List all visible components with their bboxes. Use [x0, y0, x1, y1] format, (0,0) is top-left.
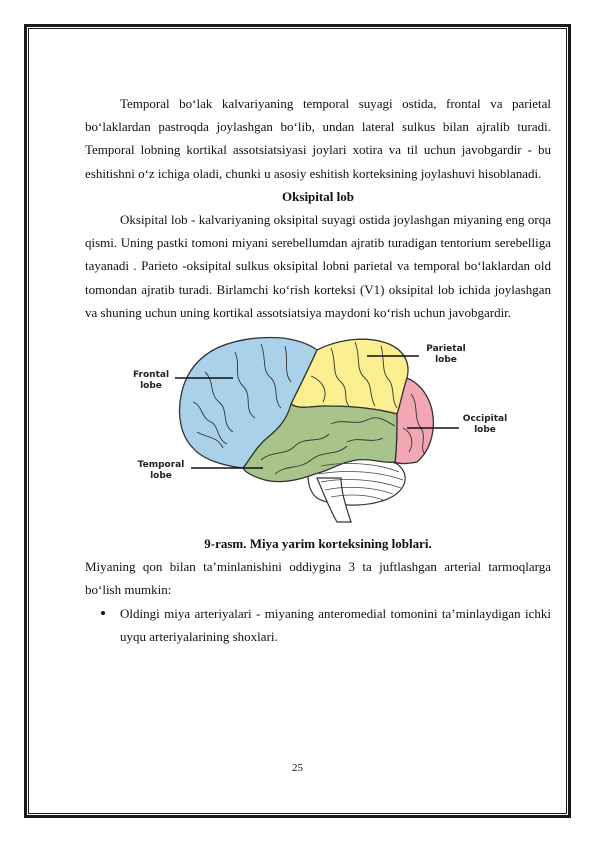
occipital-lobe-label: Occipital lobe	[462, 414, 508, 435]
blood-supply-paragraph: Miyaning qon bilan ta’minlanishini oddiygina 3 ta juftlashgan arterial tarmoqlarga bo‘lish mumkin:	[85, 559, 551, 598]
artery-bullet-list	[85, 602, 551, 648]
bullet-icon	[101, 611, 105, 615]
occipital-lobe-paragraph: Oksipital lob - kalvariyaning oksipital suyagi ostida joylashgan miyaning eng orqa qismi. Uning pastki tomoni miyani serebellumdan ajratib turadigan tentorium serebelliga tayanadi . Parieto -oksipital sulkus oksipital lobni parietal va temporal bo‘laklardan old tomondan ajratib turadi. Birlamchi ko‘rish korteksi (V1) oksipital lob ichida joylashgan va shuning uchun uning kortikal assotsiatsiya maydoni ko‘rish uchun javobgardir.	[85, 212, 551, 320]
brain-lobes-figure	[85, 332, 551, 528]
list-item-text: Oldingi miya arteriyalari - miyaning anteromedial tomonini ta’minlaydigan ichki uyqu arteriyalarining shoxlari.	[120, 605, 551, 644]
figure-caption: 9-rasm. Miya yarim korteksining loblari.	[204, 536, 432, 552]
page-number: 25	[292, 762, 303, 774]
page-content	[85, 92, 551, 648]
frontal-lobe-label: Frontal lobe	[132, 370, 170, 391]
parietal-lobe-label: Parietal lobe	[426, 344, 466, 365]
temporal-lobe-label: Temporal lobe	[137, 460, 185, 481]
temporal-lobe-paragraph: Temporal bo‘lak kalvariyaning temporal suyagi ostida, frontal va parietal bo‘laklardan pastroqda joylashgan bo‘lib, undan lateral sulkus bilan ajralib turadi. Temporal lobning kortikal assotsiatsiyasi joylari xotira va til uchun javobgardir - bu eshitishni o‘z ichiga oladi, chunki u asosiy eshitish korteksining joylashuvi hisoblanadi.	[85, 96, 551, 181]
occipital-lobe-heading: Oksipital lob	[282, 188, 354, 204]
list-item	[85, 602, 551, 648]
